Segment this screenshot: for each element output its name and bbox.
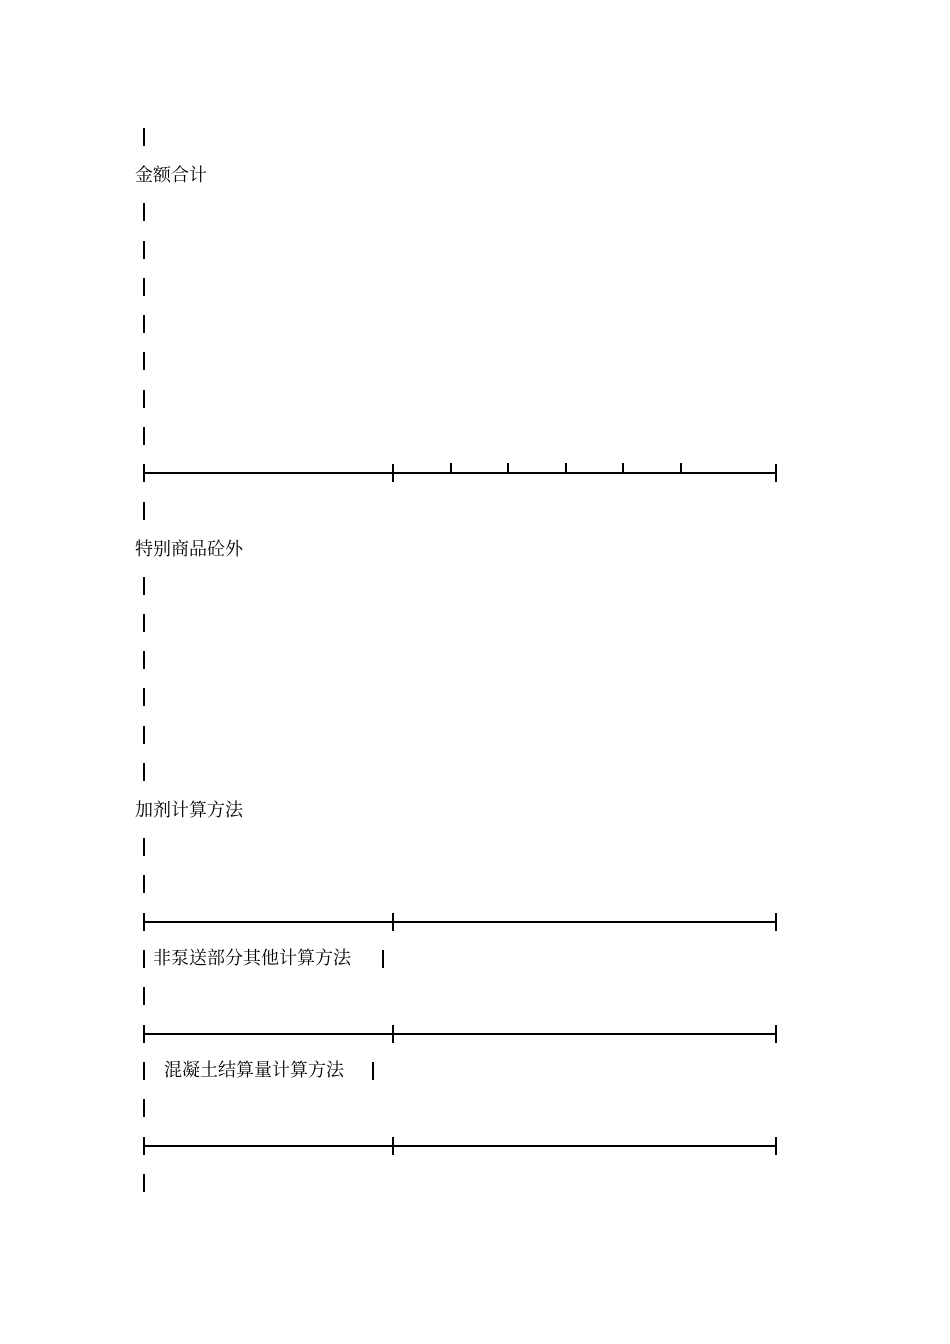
rule-tick [143, 464, 145, 482]
table-border-segment [143, 688, 145, 706]
rule-tick [775, 913, 777, 931]
table-border-segment [143, 1174, 145, 1192]
rule-tick [143, 1025, 145, 1043]
table-border-segment [372, 1062, 374, 1080]
table-border-segment [143, 278, 145, 296]
table-border-segment [143, 315, 145, 333]
table-border-segment [143, 1062, 145, 1080]
table-border-segment [143, 502, 145, 520]
table-border-segment [143, 763, 145, 781]
rule-tick [775, 464, 777, 482]
rule-tick [507, 463, 509, 473]
row-label-special-concrete: 特别商品砼外 [135, 539, 243, 560]
table-border-segment [143, 427, 145, 445]
rule-tick [392, 913, 394, 931]
table-border-segment [143, 651, 145, 669]
table-border-segment [143, 987, 145, 1005]
rule-tick [392, 1137, 394, 1155]
table-border-segment [143, 577, 145, 595]
rule-tick [775, 1137, 777, 1155]
table-border-segment [143, 875, 145, 893]
table-border-segment [143, 241, 145, 259]
table-border-segment [143, 1099, 145, 1117]
rule-tick [775, 1025, 777, 1043]
rule-tick [143, 913, 145, 931]
rule-tick [565, 463, 567, 473]
row-label-concrete-settlement-method: 混凝土结算量计算方法 [164, 1060, 344, 1081]
rule-tick [622, 463, 624, 473]
table-border-segment [382, 950, 384, 968]
rule-tick [680, 463, 682, 473]
rule-tick [392, 464, 394, 482]
table-border-segment [143, 950, 145, 968]
row-label-amount-total: 金额合计 [135, 165, 207, 186]
table-border-segment [143, 726, 145, 744]
table-border-segment [143, 352, 145, 370]
table-border-segment [143, 614, 145, 632]
table-border-segment [143, 203, 145, 221]
rule-tick [450, 463, 452, 473]
rule-tick [143, 1137, 145, 1155]
rule-tick [392, 1025, 394, 1043]
table-horizontal-rule [144, 921, 776, 923]
table-horizontal-rule [144, 1145, 776, 1147]
table-horizontal-rule [144, 1033, 776, 1035]
table-border-segment [143, 390, 145, 408]
row-label-nonpump-method: 非泵送部分其他计算方法 [153, 948, 351, 969]
table-border-segment [143, 128, 145, 146]
table-border-segment [143, 838, 145, 856]
row-label-additive-method: 加剂计算方法 [135, 800, 243, 821]
